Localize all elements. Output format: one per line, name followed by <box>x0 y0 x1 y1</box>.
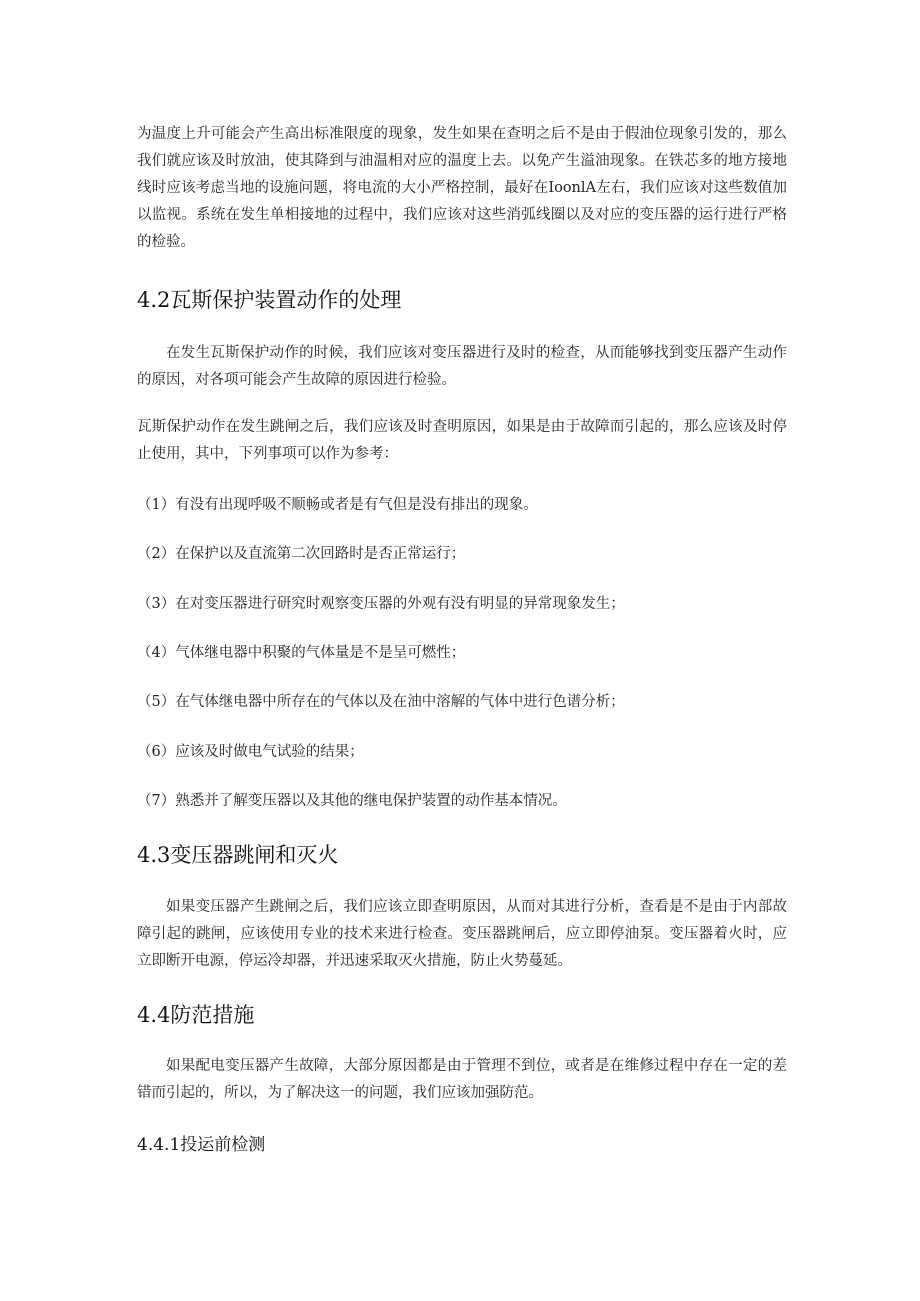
list-item-6: （6）应该及时做电气试验的结果； <box>137 744 364 760</box>
list-item-1: （1）有没有出现呼吸不顺畅或者是有气但是没有排出的现象。 <box>137 497 538 513</box>
intro-paragraph: 为温度上升可能会产生高出标准限度的现象，发生如果在查明之后不是由于假油位现象引发的，那么我们就应该及时放油，使其降到与油温相对应的温度上去。以免产生溢油现象。在铁芯多的地方接地线时应该考虑当地的设施问题，将电流的大小严格控制，最好在IoonlA左右，我们应该对这些数值加以监视。系统在发生单相接地的过程中，我们应该对这些消弧线圈以及对应的变压器的运行进行严格的检验。 <box>137 126 787 250</box>
section-4-3-paragraph-1: 如果变压器产生跳闸之后，我们应该立即查明原因，从而对其进行分析，查看是不是由于内部故障引起的跳闸，应该使用专业的技术来进行检查。变压器跳闸后，应立即停油泵。变压器着火时，应立即断开电源，停运冷却器，并迅速采取灭火措施，防止火势蔓延。 <box>137 899 787 969</box>
list-item-2: （2）在保护以及直流第二次回路时是否正常运行； <box>137 546 466 562</box>
section-4-4-1-subheading: 4.4.1投运前检测 <box>137 1135 266 1155</box>
section-4-2-heading: 4.2瓦斯保护装置动作的处理 <box>137 288 402 312</box>
list-item-3: （3）在对变压器进行研究时观察变压器的外观有没有明显的异常现象发生； <box>137 596 625 612</box>
section-4-2-paragraph-1: 在发生瓦斯保护动作的时候，我们应该对变压器进行及时的检查，从而能够找到变压器产生动作的原因，对各项可能会产生故障的原因进行检验。 <box>137 345 787 388</box>
section-4-4-paragraph-1: 如果配电变压器产生故障，大部分原因都是由于管理不到位，或者是在维修过程中存在一定的差错而引起的，所以，为了解决这一的问题，我们应该加强防范。 <box>137 1058 787 1101</box>
section-4-3-heading: 4.3变压器跳闸和灭火 <box>137 843 339 867</box>
list-item-5: （5）在气体继电器中所存在的气体以及在油中溶解的气体中进行色谱分析； <box>137 694 625 710</box>
section-4-2-paragraph-2: 瓦斯保护动作在发生跳闸之后，我们应该及时查明原因，如果是由于故障而引起的，那么应该及时停止使用，其中，下列事项可以作为参考： <box>137 419 787 462</box>
list-item-4: （4）气体继电器中积聚的气体量是不是呈可燃性； <box>137 645 466 661</box>
list-item-7: （7）熟悉并了解变压器以及其他的继电保护装置的动作基本情况。 <box>137 793 567 809</box>
section-4-4-heading: 4.4防范措施 <box>137 1003 255 1027</box>
